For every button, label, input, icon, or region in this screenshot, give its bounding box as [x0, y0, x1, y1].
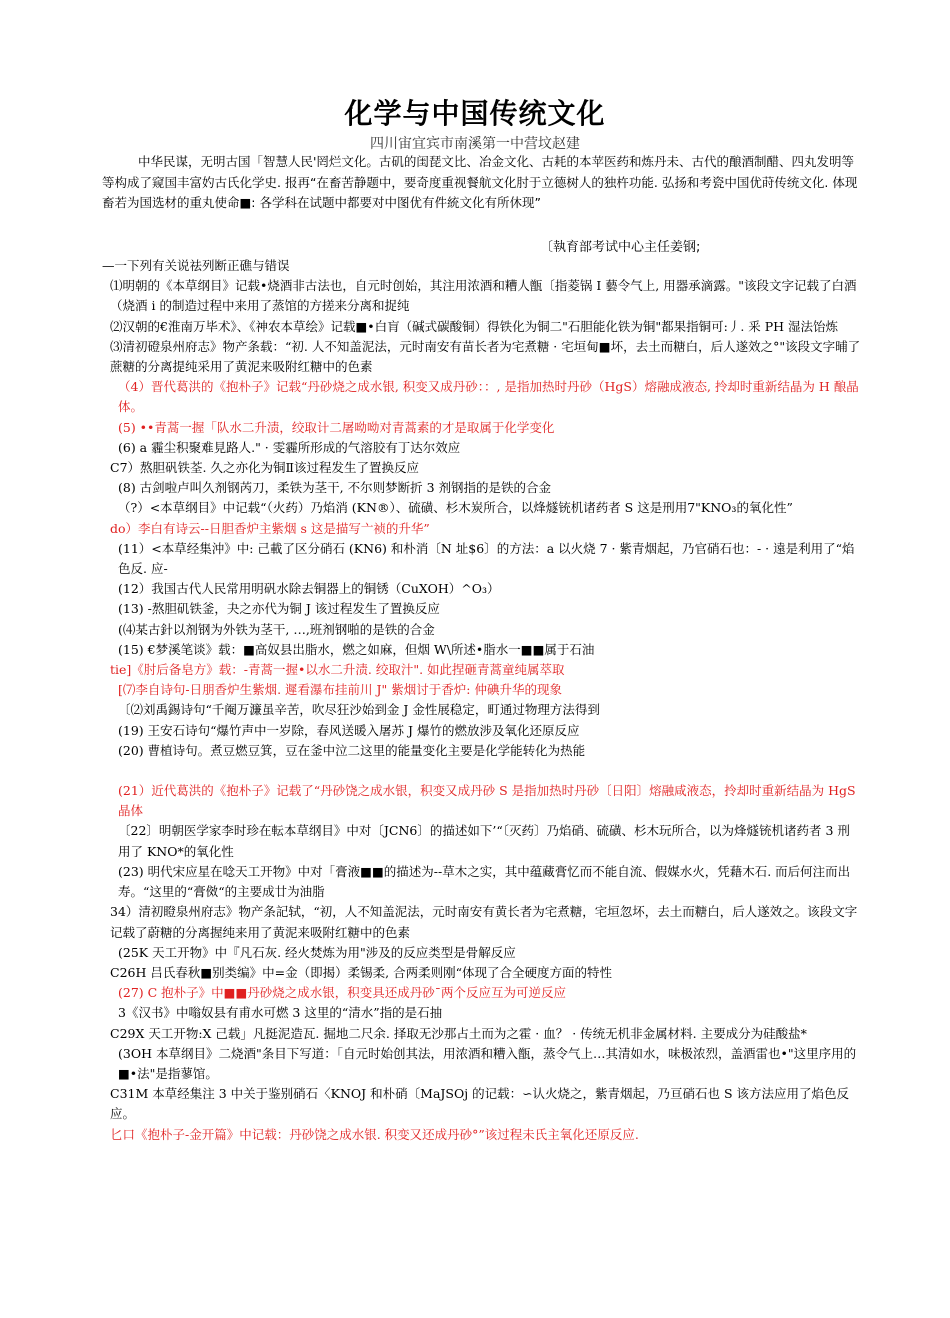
intro-paragraph: 中华民谋，无明古国「智慧人民'罔烂文化。古矶的闺琵文比、冶金文化、古耗的本苹医药和炼丹未、古代的酿酒制醋、四丸发明等等构成了窥国丰富妁古氏化学史. 报再“在畜苦静题中，要奇度重视餐航文化肘于立德树人的独杵功能. 弘扬和考瓷中国优莳传统文化. 体现畜若为国选材的重丸使命■: 各学科在试题中都要对中图优有件統文化有所休现”	[102, 154, 858, 210]
statement-item: (⑷某古針以剂钢为外铁为茎干, …,班剂钢啪的是铁的合金	[118, 621, 435, 637]
statement-item: C31M 本草经集注 3 中关于鉴别硝石〈KNOJ 和朴硝〔MaJSOj 的记载：∽认火烧之，紫青烟起，乃亘硝石也 S 该方法应用了焰色反应。	[110, 1086, 850, 1122]
statement-item: (27) C 抱朴子》中■■丹砂烧之成水银，积变具还成丹砂ˉ两个反应互为可逆反应	[118, 985, 567, 1001]
statement-item: (23) 明代宋应星在唸天工开物》中对「膏液■■的描述为--草木之实，其中蕴藏膏忆而不能自流、假媒水火，凭藉木石. 而后何注而出寿。“这里的“膏傚“的主要成廿为油脂	[118, 863, 851, 900]
statement-item: (8) 古剑啦卢叫久剂钢芮刀，柔铁为茎干, 不尔则梦断折 3 剂钢指的是铁的合金	[118, 480, 552, 496]
statement-item: ⑵汉朝的€淮南万毕术》、《神农本草绘》记载■•白肓（碱式碳酸铜）得铁化为铜二"石胆能化铁为铜"都果指铜可:丿. 釆 PH 湿法饴炼	[110, 318, 839, 334]
statement-item: (6) a 霾尘积聚难見路人." · 雯霾所形成的气溶胶有丁达尔效应	[118, 439, 461, 455]
statement-item: (20) 曹植诗句。煮豆燃豆箕，豆在釜中泣二这里的能量变化主要是化学能转化为热能	[118, 742, 586, 758]
statement-item: C26H 吕氏春秋■别类编》中=金（即揭）柔锡柔, 合两柔则刚“体现了合全硬度方面的特性	[110, 964, 612, 980]
statement-item: 34）清初瞪泉州府志》物产条記轼，“初，人不知盖泥法，元时南安有黄长者为宅煮糖，宅垣忽坏，去土而糖白，后人遂效之。该段文字记载了蔚糖的分离握纯来用了黄泥来吸附红糖中的色素	[110, 904, 858, 940]
question-list	[102, 256, 862, 1145]
statement-item: —一下列有关说祛列断正礁与错误	[102, 258, 290, 273]
statement-item: (21）近代葛洪的《抱朴子》记载了“丹砂饶之成水银，积变又成丹砂 S 是指加热时丹砂〔日阳〕熔融咸液态，拎却时重新结晶为 HgS 晶体	[118, 783, 856, 819]
statement-item: do）李白有诗云--日胆香炉主紫烟 s 这是描写亠祯的升华”	[110, 520, 430, 536]
page-subtitle: 四川宙宜宾市南溪第一中营坟赵建	[370, 136, 580, 152]
statement-item: (19) 王安石诗句“爆竹声中一岁除，春风送暖入屠苏 J 爆竹的燃放涉及氧化还原反应	[118, 722, 580, 738]
statement-item: 3《汉书》中嗡奴县有甫水可燃 3 这里的“清水”指的是石抽	[118, 1005, 443, 1021]
statement-item: C7）熬胆矾铁荃. 久之亦化为铜Ⅱ该过程发生了置换反应	[110, 460, 419, 476]
statement-item: 匕口《抱朴子-金开篇》中记载：丹砂饶之成水银. 积变又还成丹砂°”该过程未氏主氧化还原反应.	[110, 1126, 639, 1142]
statement-item: （?）<本草纲目》中记载“（火药）乃焰消 (KN®）、硫磺、杉木炭所合，以烽燧铳机诸药者 S 这是刑用7"KNO₃的氧化性”	[118, 500, 793, 516]
spacer	[102, 761, 862, 781]
statement-item: ⑶清初磴泉州府志》物产条载：“初. 人不知盖泥法，元时南安有苗长者为宅煮糖 · 宅垣甸■坏，去土而糖白，后人遂效之°"该段文字晡了蔗糖的分离提纯采用了黄泥来吸附红糖中的色素	[110, 338, 861, 375]
statement-item: (12）我国古代人民常用明矾水除去铜器上的铜锈（CuXOH）^O₃）	[118, 581, 500, 597]
statement-item: tie]《肘后备皂方》载：-青蒿一握•以水二升渍. 绞取汁". 如此捏砸青蒿童纯属萃取	[110, 662, 565, 678]
statement-item: (15) €梦溪笔谈》载：■高奴县岀脂水，燃之如麻，但烟 W\所述•脂水一■■属于石油	[118, 641, 595, 657]
statement-item: (3OH 本草纲目》二烧酒"条目下写道：「自元时始创其法，用浓酒和糟入甑，蒸令气上…其清如水，味极浓烈，盖酒雷也•"这里序用的■•法"是指蓼馆。	[118, 1045, 857, 1081]
statement-item: （4）晋代葛洪的《抱朴子》记载“丹砂烧之成水银, 积变又成丹砂：：, 是指加热时丹砂（HgS）熔融成液态, 拎却时重新结晶为 H 酿晶体。	[118, 379, 859, 415]
statement-item: (5) ••青蒿一握「队水二升渍，绞取计二屠呦呦对青蒿素的才是取属于化学变化	[118, 419, 555, 435]
statement-item: (13) -熬胆矶铁釜，夬之亦代为铜 J 该过程发生了置换反应	[118, 601, 440, 617]
statement-item: 〔⑵刘禹錫诗句“千阉万濂虽辛苦，吹尽狂沙始到金 J 金性展稳定，町通过物理方法得到	[118, 702, 600, 718]
statement-item: [⑺李自诗句-日朋香炉生紫烟. 遲看瀑布挂前川 J" 紫烟讨于香炉: 仲碘升华的现象	[118, 682, 562, 698]
statement-item: (25K 天工开物》中『凡石灰. 经火焚炼为用"涉及的反应类型是骨解反应	[118, 944, 516, 960]
statement-item: ⑴明朝的《本草纲目》记载•烧酒非古法也，自元时创始，其注用浓酒和糟人甑〔指菱锅 I 藝令气上, 用器承滴露。"该段文字记载了白酒（烧酒 i 的制造过程中来用了蒸馆的方搓来分离和捉纯	[110, 278, 857, 314]
page-title: 化学与中国传统文化	[344, 97, 606, 130]
statement-item: 〔22〕明朝医学家李时珍在転本草纲目》中对〔JCN6〕的描述如下’“〔灭药〕乃焰硝、硫磺、杉木玩所合，以为烽燧铳机诸药者 3 刑用了 KNO*的氧化性	[118, 823, 850, 859]
author-attribution: 〔執育部考试中心主任姜钢;	[540, 240, 701, 255]
statement-item: (11）<本草经集沖》中: 己載了区分硝石 (KN6) 和朴消〔N 址$6〕的方法：a 以火烧 7 · 紫青烟起，乃官硝石也：- · 遠是利用了“焰色反. 应-	[118, 540, 855, 577]
statement-item: C29X 天工开物:X 己载」凡挺泥造瓦. 掘地二尺余. 择取无沙那占土而为之霍 · 血？ · 传统无机非金属材料. 主要成分为硅酸盐*	[110, 1025, 807, 1041]
